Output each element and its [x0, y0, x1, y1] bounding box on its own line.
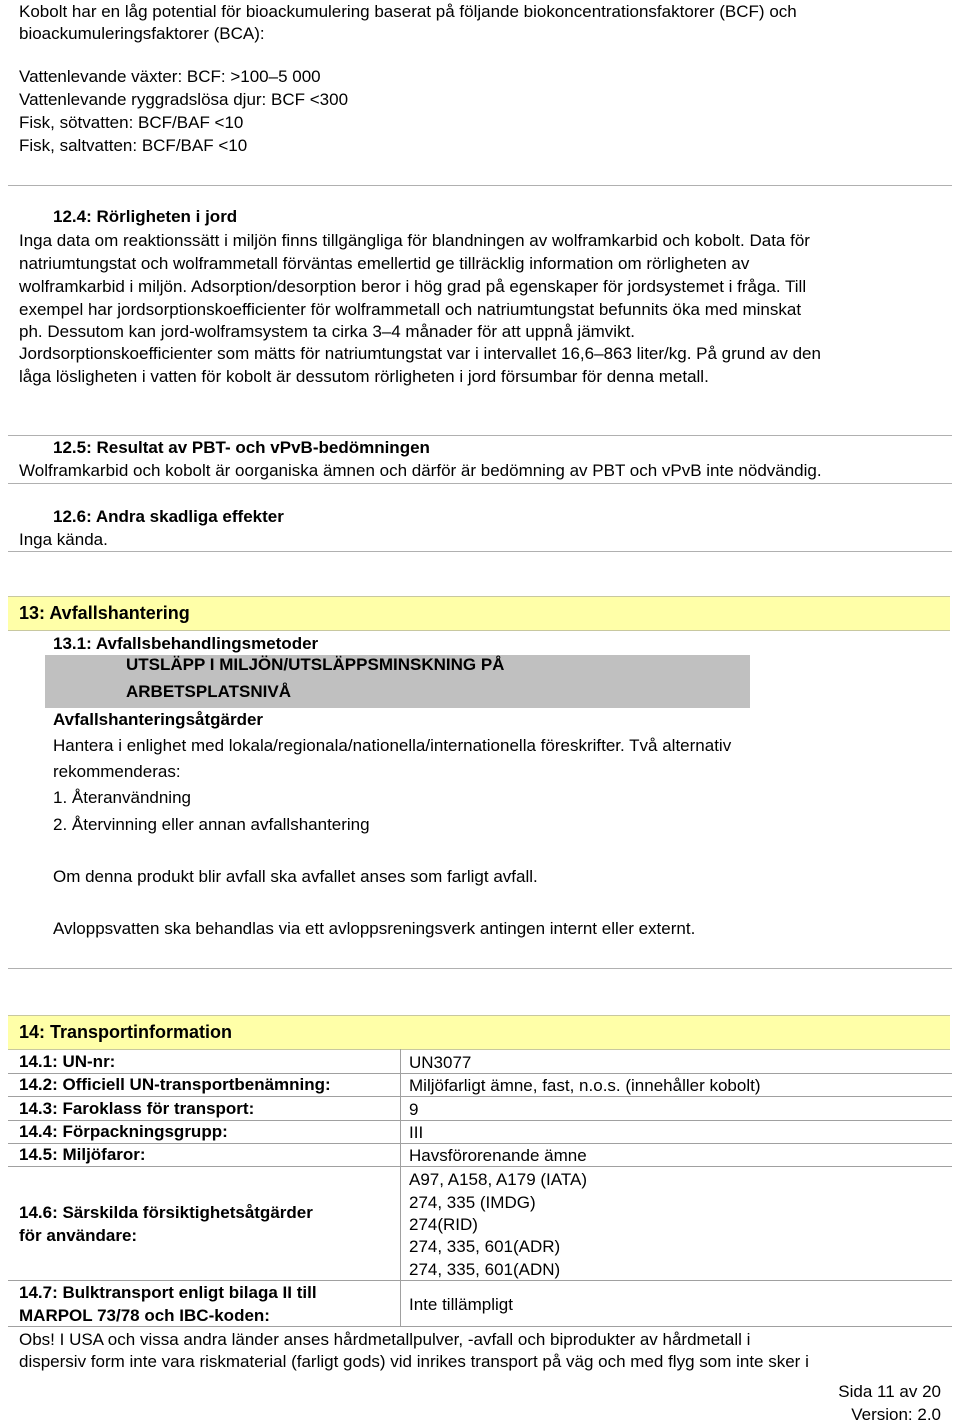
transport-value: UN3077 [409, 1053, 472, 1072]
divider [8, 551, 952, 552]
section-12-4-line: exempel har jordsorptionskoefficienter för wolframmetall och natriumtungstat befunnits öka med minskat [19, 300, 802, 319]
transport-label: 14.1: UN-nr: [19, 1052, 116, 1071]
transport-value: 274, 335 (IMDG) [409, 1193, 536, 1212]
section-12-4-line: Jordsorptionskoefficienter som mätts för natriumtungstat var i intervallet 16,6–863 liter/kg. På grund av den [19, 344, 821, 363]
section-12-6-heading: 12.6: Andra skadliga effekter [53, 507, 284, 526]
transport-label: för användare: [19, 1226, 138, 1245]
transport-label: 14.7: Bulktransport enligt bilaga II till [19, 1283, 317, 1302]
hazardous-waste-note: Om denna produkt blir avfall ska avfallet anses som farligt avfall. [53, 867, 538, 886]
transport-value: Inte tillämpligt [409, 1295, 513, 1314]
divider [8, 968, 952, 969]
section-12-4-line: låga lösligheten i vatten för kobolt är dessutom rörligheten i jord försumbar för denna metall. [19, 367, 709, 386]
transport-value: 274(RID) [409, 1215, 478, 1234]
transport-note-line-1: Obs! I USA och vissa andra länder anses hårdmetallpulver, -avfall och biprodukter av hårdmetall i [19, 1330, 751, 1349]
section-12-4-line: Inga data om reaktionssätt i miljön finns tillgängliga för blandningen av wolframkarbid och kobolt. Data för [19, 231, 810, 250]
section-12-6-text: Inga kända. [19, 530, 108, 549]
transport-label: MARPOL 73/78 och IBC-koden: [19, 1306, 270, 1325]
transport-value: III [409, 1123, 424, 1142]
section-12-4-heading: 12.4: Rörligheten i jord [53, 207, 238, 226]
table-column-divider [400, 1049, 401, 1326]
divider [8, 185, 952, 186]
emission-banner-line-1: UTSLÄPP I MILJÖN/UTSLÄPPSMINSKNING PÅ [126, 655, 505, 674]
section-12-5-heading: 12.5: Resultat av PBT- och vPvB-bedömningen [53, 438, 430, 457]
section-12-5-text: Wolframkarbid och kobolt är oorganiska ämnen och därför är bedömning av PBT och vPvB inte nödvändig. [19, 461, 822, 480]
transport-value: 274, 335, 601(ADN) [409, 1260, 561, 1279]
transport-value: 274, 335, 601(ADR) [409, 1237, 561, 1256]
wastewater-note: Avloppsvatten ska behandlas via ett avloppsreningsverk antingen internt eller externt. [53, 919, 696, 938]
intro-item: Fisk, saltvatten: BCF/BAF <10 [19, 136, 248, 155]
transport-value: 9 [409, 1100, 419, 1119]
section-12-4-line: wolframkarbid i miljön. Adsorption/desorption beror i hög grad på egenskaper för jordsystemet i fråga. Till [19, 277, 807, 296]
version-label: Version: 2.0 [851, 1405, 941, 1424]
section-14-title: 14: Transportinformation [19, 1022, 233, 1042]
transport-label: 14.5: Miljöfaror: [19, 1145, 146, 1164]
section-12-4-line: ph. Dessutom kan jord-wolframsystem ta cirka 3–4 månader för att uppnå jämvikt. [19, 322, 636, 341]
transport-label: 14.2: Officiell UN-transportbenämning: [19, 1075, 331, 1094]
measures-line-1: Hantera i enlighet med lokala/regionala/nationella/internationella föreskrifter. Två alternativ [53, 736, 732, 755]
divider [8, 483, 952, 484]
emission-banner-line-2: ARBETSPLATSNIVÅ [126, 682, 291, 701]
section-12-4-line: natriumtungstat och wolframmetall förväntas emellertid ge tillräcklig information om rörligheten av [19, 254, 750, 273]
intro-line-2: bioackumuleringsfaktorer (BCA): [19, 24, 265, 43]
option-2: 2. Återvinning eller annan avfallshantering [53, 815, 370, 834]
transport-label: 14.4: Förpackningsgrupp: [19, 1122, 228, 1141]
section-13-title: 13: Avfallshantering [19, 603, 190, 623]
page-number: Sida 11 av 20 [838, 1382, 941, 1401]
transport-label: 14.6: Särskilda försiktighetsåtgärder [19, 1203, 313, 1222]
transport-note-line-2: dispersiv form inte vara riskmaterial (farligt gods) vid inrikes transport på väg och med flyg som inte sker i [19, 1352, 809, 1371]
transport-value: Havsförorenande ämne [409, 1146, 587, 1165]
measures-line-2: rekommenderas: [53, 762, 181, 781]
intro-item: Fisk, sötvatten: BCF/BAF <10 [19, 113, 244, 132]
measures-heading: Avfallshanteringsåtgärder [53, 710, 264, 729]
intro-item: Vattenlevande växter: BCF: >100–5 000 [19, 67, 321, 86]
transport-value: A97, A158, A179 (IATA) [409, 1170, 587, 1189]
transport-value: Miljöfarligt ämne, fast, n.o.s. (innehåller kobolt) [409, 1076, 761, 1095]
intro-line-1: Kobolt har en låg potential för bioackumulering baserat på följande biokoncentrationsfaktorer (BCF) och [19, 2, 797, 21]
section-13-1-heading: 13.1: Avfallsbehandlingsmetoder [53, 634, 319, 653]
intro-item: Vattenlevande ryggradslösa djur: BCF <300 [19, 90, 349, 109]
transport-label: 14.3: Faroklass för transport: [19, 1099, 255, 1118]
option-1: 1. Återanvändning [53, 788, 191, 807]
